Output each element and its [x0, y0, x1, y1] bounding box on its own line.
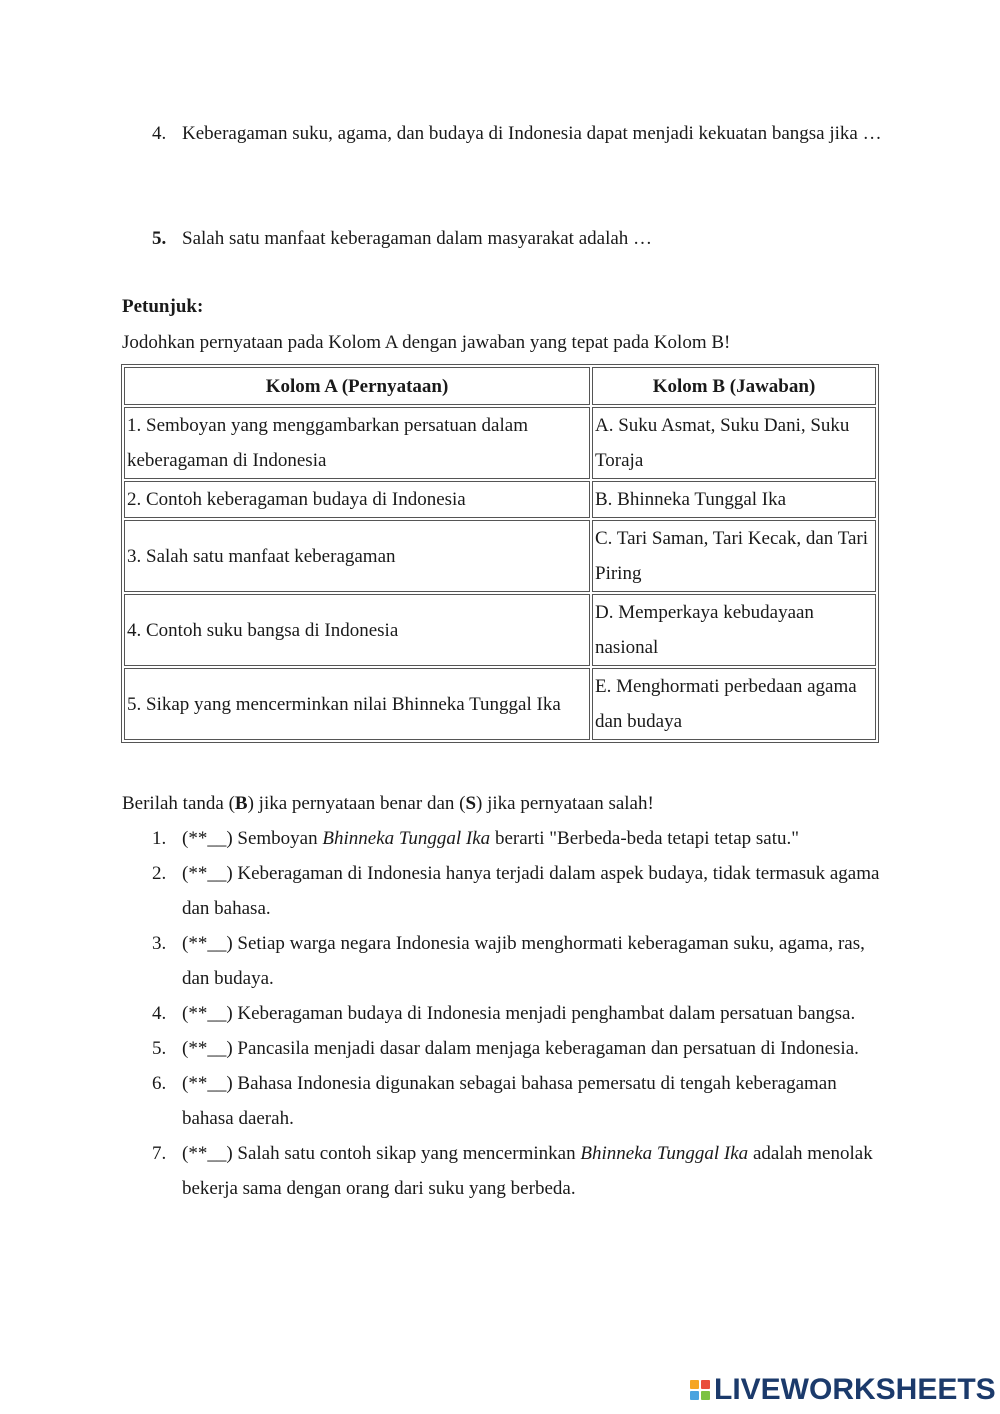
item-number: 5. — [152, 1038, 167, 1059]
item-text — [182, 926, 892, 996]
item-text-prefix: (**__) Semboyan — [182, 828, 323, 849]
true-false-list — [152, 821, 892, 1206]
answer-cell: A. Suku Asmat, Suku Dani, Suku Toraja — [592, 407, 876, 479]
item-number: 7. — [152, 1143, 167, 1164]
true-false-instruction — [122, 786, 654, 821]
table-row — [124, 481, 876, 518]
list-item — [152, 996, 892, 1031]
list-item — [152, 1031, 892, 1066]
table-row — [124, 520, 876, 592]
item-text-prefix: (**__) Setiap warga negara Indonesia wajib menghormati keberagaman suku, agama, ras, dan budaya. — [182, 933, 865, 989]
logo-mark-icon — [690, 1380, 710, 1400]
list-item — [152, 821, 892, 856]
item-number: 6. — [152, 1073, 167, 1094]
item-text — [182, 1031, 892, 1066]
essay-question-4 — [152, 116, 892, 151]
question-number: 4. — [152, 123, 167, 144]
matching-table — [121, 364, 879, 743]
item-text — [182, 1066, 892, 1136]
item-number: 4. — [152, 1003, 167, 1024]
question-number: 5. — [152, 228, 167, 249]
question-text: Salah satu manfaat keberagaman dalam masyarakat adalah … — [182, 228, 653, 249]
item-number: 3. — [152, 933, 167, 954]
instruction-part: ) jika pernyataan benar dan ( — [247, 793, 466, 814]
item-text — [182, 856, 892, 926]
table-row — [124, 594, 876, 666]
item-number: 2. — [152, 863, 167, 884]
instruction-part: ) jika pernyataan salah! — [476, 793, 654, 814]
column-a-header: Kolom A (Pernyataan) — [124, 367, 590, 405]
item-text-prefix: (**__) Salah satu contoh sikap yang mencerminkan — [182, 1143, 581, 1164]
true-mark: B — [234, 793, 248, 814]
instructions-text: Jodohkan pernyataan pada Kolom A dengan jawaban yang tepat pada Kolom B! — [122, 332, 731, 353]
answer-cell: B. Bhinneka Tunggal Ika — [592, 481, 876, 518]
instruction-part: Berilah tanda ( — [122, 793, 235, 814]
answer-cell: E. Menghormati perbedaan agama dan budaya — [592, 668, 876, 740]
statement-cell: 4. Contoh suku bangsa di Indonesia — [124, 594, 590, 666]
item-text — [182, 996, 892, 1031]
answer-cell: D. Memperkaya kebudayaan nasional — [592, 594, 876, 666]
answer-cell: C. Tari Saman, Tari Kecak, dan Tari Piring — [592, 520, 876, 592]
statement-cell: 3. Salah satu manfaat keberagaman — [124, 520, 590, 592]
item-text — [182, 821, 892, 856]
item-text-suffix: adalah menolak bekerja sama dengan orang dari suku yang berbeda. — [182, 1143, 873, 1199]
table-header-row — [124, 367, 876, 405]
item-text-italic: Bhinneka Tunggal Ika — [322, 828, 491, 849]
column-b-header: Kolom B (Jawaban) — [592, 367, 876, 405]
liveworksheets-logo — [690, 1372, 996, 1408]
item-text-prefix: (**__) Keberagaman budaya di Indonesia menjadi penghambat dalam persatuan bangsa. — [182, 1003, 856, 1024]
statement-cell: 1. Semboyan yang menggambarkan persatuan dalam keberagaman di Indonesia — [124, 407, 590, 479]
statement-cell: 2. Contoh keberagaman budaya di Indonesia — [124, 481, 590, 518]
list-item — [152, 1066, 892, 1136]
statement-cell: 5. Sikap yang mencerminkan nilai Bhinneka Tunggal Ika — [124, 668, 590, 740]
item-text-suffix: berarti "Berbeda-beda tetapi tetap satu." — [490, 828, 800, 849]
question-text: Keberagaman suku, agama, dan budaya di Indonesia dapat menjadi kekuatan bangsa jika … — [182, 123, 882, 144]
false-mark: S — [465, 793, 477, 814]
item-number: 1. — [152, 828, 167, 849]
logo-text: LIVEWORKSHEETS — [714, 1373, 996, 1406]
list-item — [152, 856, 892, 926]
table-row — [124, 407, 876, 479]
instructions-label: Petunjuk: — [122, 296, 204, 317]
item-text-prefix: (**__) Pancasila menjadi dasar dalam menjaga keberagaman dan persatuan di Indonesia. — [182, 1038, 859, 1059]
essay-question-5 — [152, 221, 892, 256]
list-item — [152, 926, 892, 996]
item-text-prefix: (**__) Bahasa Indonesia digunakan sebagai bahasa pemersatu di tengah keberagaman bahasa daerah. — [182, 1073, 837, 1129]
item-text — [182, 1136, 892, 1206]
list-item — [152, 1136, 892, 1206]
table-row — [124, 668, 876, 740]
item-text-prefix: (**__) Keberagaman di Indonesia hanya terjadi dalam aspek budaya, tidak termasuk agama dan bahasa. — [182, 863, 880, 919]
item-text-italic: Bhinneka Tunggal Ika — [580, 1143, 749, 1164]
